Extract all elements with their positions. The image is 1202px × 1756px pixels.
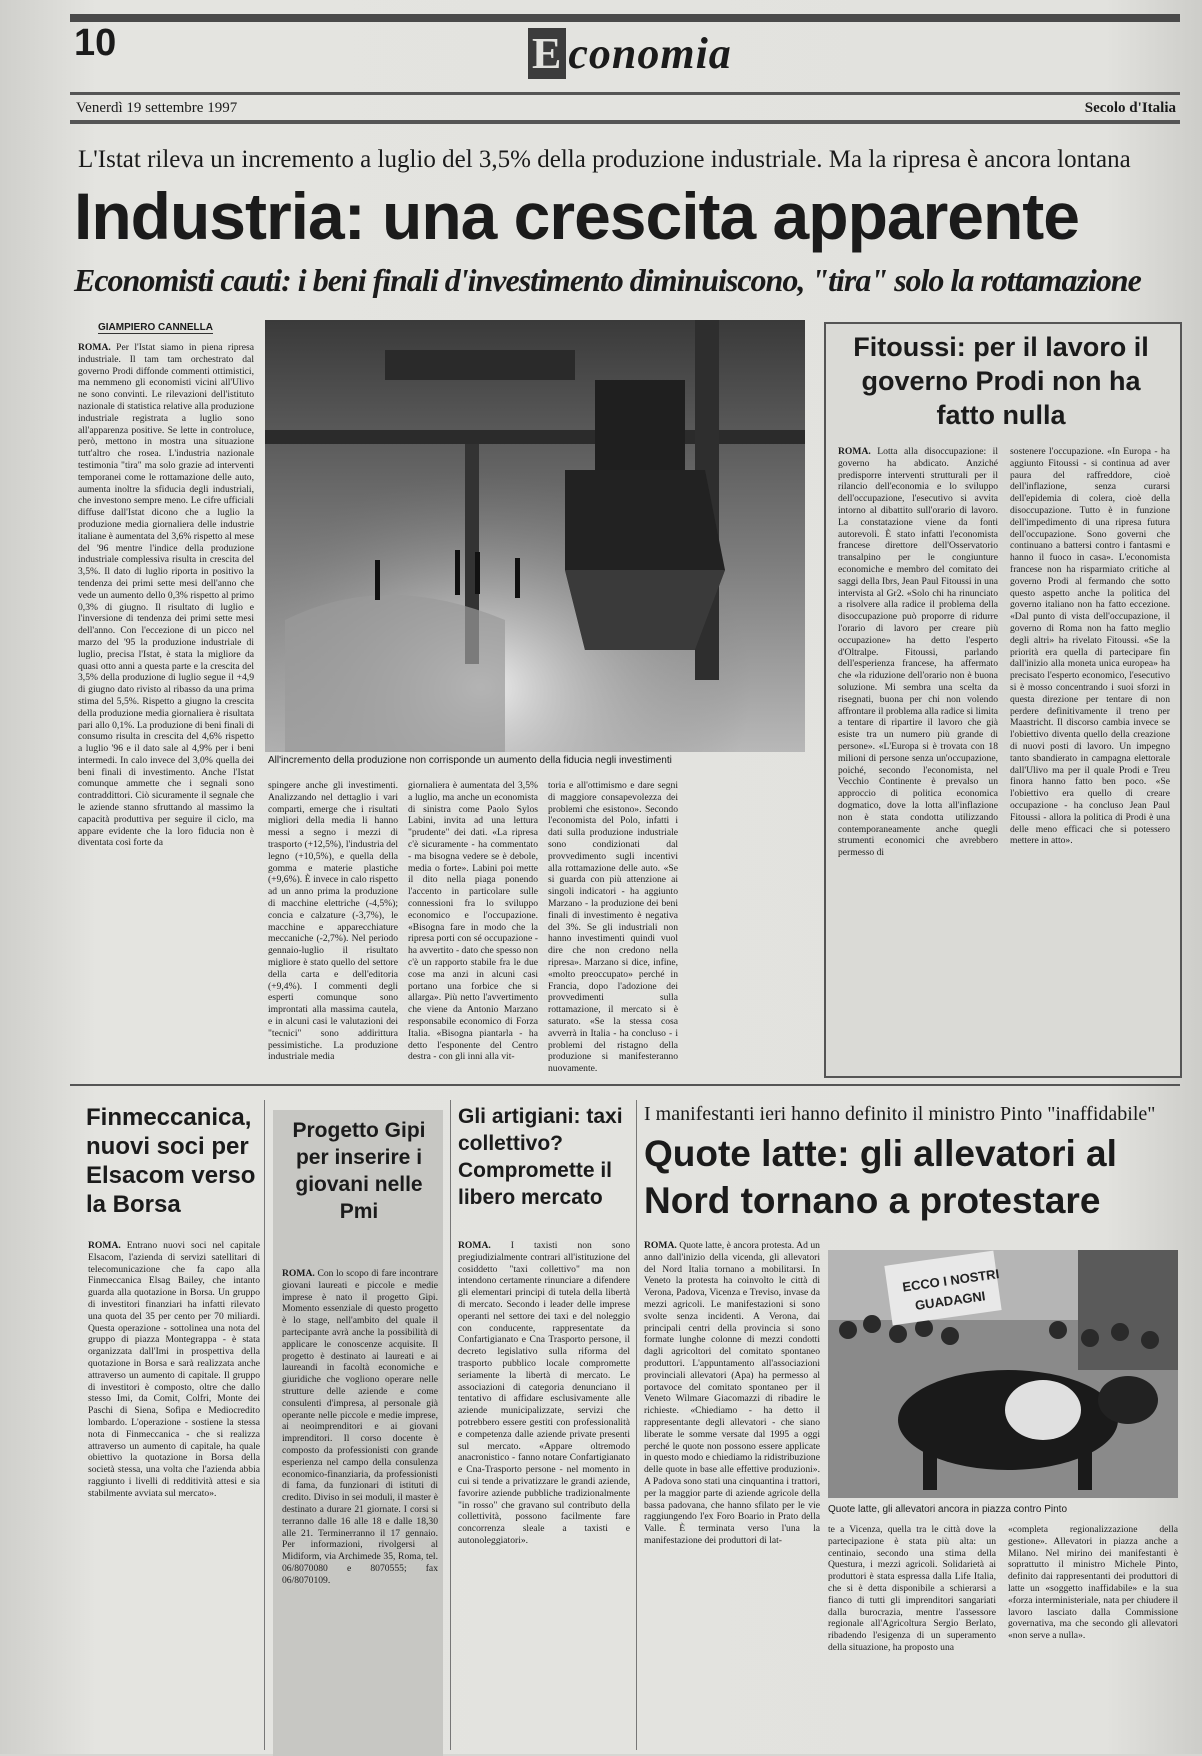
protest-illustration xyxy=(828,1250,1178,1498)
lead-column-2: spingere anche gli investimenti. Analizzando nel dettaglio i vari comparti, emerge che i risultati migliori della media li hanno messi a segno i mezzi di trasporto (+12,5%), l'industria del legno (+10,5%), e quella della gomma e materie plastiche (+9,6%). È invece in calo rispetto ad un anno prima la produzione di macchine elettriche (-4,5%); concia e calzature (-3,7%), le macchine e apparecchiature meccaniche (-2,7%). Nel periodo gennaio-luglio il risultato migliore è stato quello del settore della carta e dell'editoria (+9,4%). I commenti degli esperti comunque sono improntati alla massima cautela, e in alcuni casi le valutazioni dei "tecnici" sono addirittura pessimistiche. La produzione industriale media xyxy=(268,780,398,1063)
masthead: Secolo d'Italia xyxy=(1084,100,1176,116)
lead-headline: Industria: una crescita apparente xyxy=(74,179,1079,253)
lead-column-4: toria e all'ottimismo e dare segni di maggiore consapevolezza dei problemi che esistono». Secondo l'economista del Polo, infatti i dati sulla produzione industriale sono condizionati dal provvedimento sugli incentivi alla rottamazione delle auto. «Se si guarda con più attenzione ai singoli indicatori - ha aggiunto Marzano - la produzione dei beni finali di investimento è negativa del 3%. Se gli industriali non hanno investimenti quindi vuol dire che non credono nella ripresa». Marzano si dice, infine, «molto preoccupato» perché in Francia, dopo l'adozione dei provvedimenti sulla rottamazione, il mercato si è saturato. «Se la stessa cosa avverrà in Italia - ha concluso - i problemi del ristagno della produzione si manifesteranno nuovamente. xyxy=(548,780,678,1074)
quote-latte-headline: Quote latte: gli allevatori al Nord tornano a protestare xyxy=(644,1133,1117,1221)
byline: GIAMPIERO CANNELLA xyxy=(98,322,213,333)
banner-line-2: GUADAGNI xyxy=(914,1288,987,1313)
fitoussi-column-1 xyxy=(838,446,998,1066)
lead-column-5 xyxy=(688,780,808,1074)
dateline: ROMA. xyxy=(78,342,111,353)
fitoussi-headline: Fitoussi: per il lavoro il governo Prodi non ha fatto nulla xyxy=(853,332,1149,430)
finmeccanica-headline: Finmeccanica, nuovi soci per Elsacom verso la Borsa xyxy=(86,1104,256,1218)
section-rest: conomia xyxy=(568,29,732,78)
gipi-text: Con lo scopo di fare incontrare giovani laureati e piccole e medie imprese è nato il progetto Gipi. Momento essenziale di questo progetto è lo stage, nell'ambito del quale il partecipante avrà anche la possibilità di applicare le conoscenze acquisite. Il progetto è destinato ai laureati e ai laureandi in facoltà economiche e giuridiche che vogliono operare nelle strutture delle aziende e come consulenti d'impresa, al personale già operante nelle piccole e medie imprese, ai neoimprenditori e ai giovani imprenditori. Il corso docente è composto da professionisti con grande esperienza nel campo della consulenza economico-finanziaria, da professionisti di fama, da funzionari di istituti di credito. Diviso in sei moduli, il master è destinato a durare 21 giornate. I corsi si terranno dalle 16 alle 18 e dalle 18,30 alle 21. Terminerranno il 17 gennaio. Per informazioni, rivolgersi al Midiform, via Archimede 35, Roma, tel. 06/8070080 e 8070555; fax 06/8070109. xyxy=(282,1268,438,1586)
quote-latte-kicker: I manifestanti ieri hanno definito il ministro Pinto "inaffidabile" xyxy=(644,1103,1156,1125)
lead-photo-caption: All'incremento della produzione non corrisponde un aumento della fiducia negli investimenti xyxy=(268,755,672,766)
protest-photo-caption: Quote latte, gli allevatori ancora in piazza contro Pinto xyxy=(828,1504,1068,1515)
banner-line-1: ECCO I NOSTRI xyxy=(901,1266,1001,1295)
finmeccanica-body xyxy=(88,1240,260,1746)
lead-column-3: giornaliera è aumentata del 3,5% a luglio, ma anche un economista di sinistra come Paolo Sylos Labini, invita ad una lettura "prudente" dei dati. «La ripresa c'è sicuramente - ha commentato - ma bisogna vedere se è debole, media o forte». Labini poi mette il dito nella piaga ponendo l'accento in particolare sulle connessioni fra lo sviluppo economico e l'occupazione. «Bisogna fare in modo che la ripresa porti con sé occupazione - ha avvertito - dato che spesso non c'è un rapporto stabile fra le due cose ma anzi in alcuni casi portano una forbice che si allarga». Più netto l'avvertimento che viene da Antonio Marzano responsabile economico di Forza Italia. «Bisogna piantarla - ha detto l'esponente del Centro destra - con gli inni alla vit- xyxy=(408,780,538,1063)
quote-latte-column-2: te a Vicenza, quella tra le città dove la partecipazione è stata più alta: un centinaio, secondo una stima della Questura, i mezzi agricoli. Solidarietà ai produttori è stata espressa dalla Life Italia, che si è detta disponibile a schierarsi a fianco di tutti gli imprenditori sangariati dalla burocrazia, mentre l'assessore regionale all'Agricoltura Sergio Berlato, ribadendo l'esigenza di un superamento della situazione, ha proposto una xyxy=(828,1524,996,1653)
issue-date: Venerdì 19 settembre 1997 xyxy=(76,100,238,116)
section-title xyxy=(528,28,732,79)
gipi-body xyxy=(282,1268,438,1746)
quote-latte-column-3: «completa regionalizzazione della gestione». Allevatori in piazza anche a Milano. Nel mirino dei manifestanti è soprattutto il ministro Michele Pinto, definito dai rappresentanti dei produttori di latte un «soggetto inaffidabile» e la sua «forza interministeriale, nata per chiudere il lavoro lasciato dalla Commissione governativa, ma che secondo gli allevatori «non serve a nulla». xyxy=(1008,1524,1178,1642)
section-divider xyxy=(70,1084,1180,1086)
lead-column-1 xyxy=(78,342,254,1074)
lead-kicker: L'Istat rileva un incremento a luglio del 3,5% della produzione industriale. Ma la ripresa è ancora lontana xyxy=(78,146,1131,173)
finmeccanica-text: Entrano nuovi soci nel capitale Elsacom, l'azienda di servizi satellitari di telecomunicazione che fa capo alla Finmeccanica Elsag Bailey, che intanto guarda alla quotazione in Borsa. Un gruppo di investitori finanziari ha infatti rilevato una quota del 35 per cento per 70 miliardi. Questa operazione - sottolinea una nota del gruppo di piazza Montegrappa - è stata organizzata dall'Imi in prospettiva della quotazione in Borsa e sarà realizzata anche attraverso un aumento di capitale. Il gruppo di investitori è composto, oltre che dallo stesso Imi, da Comit, Colfri, Monte dei Paschi di Siena, Sofipa e Mediocredito lombardo. L'operazione - sostiene la stessa nota di Finmeccanica - che si realizza attraverso un aumento di capitale, ha quale obiettivo la quotazione in Borsa della società stessa, una volta che l'azienda abbia raggiunto i livelli di redditività attesi e sia stabilmente avviata sul mercato». xyxy=(88,1240,260,1499)
lead-subhead: Economisti cauti: i beni finali d'investimento diminuiscono, "tira" solo la rottamazione xyxy=(74,262,1141,298)
artigiani-headline: Gli artigiani: taxi collettivo? Compromette il libero mercato xyxy=(458,1105,623,1209)
artigiani-body xyxy=(458,1240,630,1746)
gipi-dateline: ROMA. xyxy=(282,1268,315,1279)
top-rule xyxy=(70,14,1180,22)
section-initial: E xyxy=(528,28,566,79)
quote-latte-dateline: ROMA. xyxy=(644,1240,677,1251)
column-rule xyxy=(450,1100,451,1750)
artigiani-dateline: ROMA. xyxy=(458,1240,491,1251)
furnace-illustration xyxy=(265,320,805,752)
gipi-headline: Progetto Gipi per inserire i giovani nelle Pmi xyxy=(292,1119,426,1223)
lead-column-1-text: Per l'Istat siamo in piena ripresa industriale. Il tam tam orchestrato dal governo Prodi diffonde commenti ottimistici, ma nemmeno gli economisti vicini all'Ulivo ne sono convinti. Le rilevazioni dell'istituto nazionale di statistica relative alla produzione industriale registrata a luglio sono all'apparenza positive. Se lette in controluce, però, mettono in mostra una situazione tutt'altro che rosea. L'industria nazionale testimonia "tira" ma solo grazie ad interventi temporanei come le rottamazione delle auto, aumenta inoltre la sfiducia degli industriali, che investono sempre meno. Le cifre ufficiali diffuse dall'Istat dicono che a luglio la produzione media giornaliera delle industrie italiane è aumentata del 3,6% rispetto al mese del '96 mentre l'indice della produzione industriale complessiva risulta in crescita del 3,5%. Il dato di luglio riporta in positivo la tendenza dei primi sette mesi dell'anno che vede un aumento dello 0,3% rispetto al primo 0,3% di giugno. Il risultato di luglio e l'inversione di tendenza dei primi sette mesi dell'anno. Con l'eccezione di un picco nel marzo del '95 la produzione industriale di luglio, precisa l'Istat, è stata la migliore da quasi otto anni a questa parte e la crescita del 3,5% della produzione di luglio segue il +4,9 di giugno dato rivisto al ribasso da una prima stima del 5,5%. Rispetto a giugno la crescita della produzione media giornaliera è risultata pari allo 0,1%. La produzione di beni finali di consumo risulta in crescita del 4,6% rispetto a luglio '96 e il dato sale al 4,9% per i beni intermedi. In calo invece del 3,0% quella dei beni finali di investimento. Anche l'Istat comunque ammette che i segnali sono contraddittori. Ciò sicuramente il segnale che le aziende stanno sfruttando al massimo la capacità produttiva per seguire il ciclo, ma appare evidente che la loro fiducia non è diventata così forte da xyxy=(78,342,254,849)
quote-latte-column-1-text: Quote latte, è ancora protesta. Ad un anno dall'inizio della vicenda, gli allevatori del Nord Italia tornano a mobilitarsi. In Veneto la protesta ha coinvolto le città di Verona, Padova, Vicenza e Treviso, invase da mezzi agricoli. Le manifestazioni si sono svolte senza incidenti. A Verona, dai principali centri della provincia si sono formate lunghe colonne di mezzi condotti dagli agricoltori del comitato spontaneo produttori. L'appuntamento all'associazioni provinciali allevatori (Apa) ha permesso al portavoce del comitato spontaneo per il Veneto Wilmare Giacomazzi di ribadire le richieste. «Chiediamo - ha detto il rappresentante degli allevatori - che siano liberate le somme versate dal 1995 a oggi perché le quote non possono essere applicate in questo modo e chiediamo la ridistribuzione delle quote in base alle effettive produzioni». A Padova sono stati una cinquantina i trattori, per la maggior parte di aziende agricole della bassa padovana, che hanno sfilato per le vie raggiungendo l'ex Foro Boario in Prato della Valle. È terminata verso l'una la manifestazione dei produttori di lat- xyxy=(644,1240,820,1546)
protest-photo xyxy=(828,1250,1178,1498)
finmeccanica-dateline: ROMA. xyxy=(88,1240,121,1251)
header-rule-bottom xyxy=(70,120,1180,124)
column-rule xyxy=(636,1100,637,1750)
fitoussi-column-2: sostenere l'occupazione. «In Europa - ha aggiunto Fitoussi - si continua ad aver paura del raffreddore, cioè dell'inflazione, senza curarsi dell'epidemia di colera, cioè della disoccupazione. Tutto è in funzione dell'impedimento di una ripresa futura dell'occupazione. Sono governi che continuano a battersi contro i fantasmi e hanno il fuoco in casa». L'economista francese non ha risparmiato critiche al governo Prodi al fermando che sotto questo aspetto anche la politica del governo italiano non ha fatto eccezione. «Dal punto di vista dell'occupazione, il governo di Roma non ha fatto meglio degli altri» ha rivelato Fitoussi. «Se la priorità era quella di partecipare fin dall'inizio alla moneta unica europea» ha precisato l'esperto economico, l'esecutivo si è mosso concentrando i suoi sforzi in questa direzione per tentare di non perdere definitivamente il treno per Maastricht. Il discorso cambia invece se l'obiettivo diventa quello della creazione di nuovi posti di lavoro. Un impegno tanto sbandierato in campagna elettorale dall'Ulivo ma per il quale Prodi e Treu finora hanno fatto ben poco. «Se l'obiettivo era quello di creare occupazione - ha concluso Jean Paul Fitoussi - allora la politica di Prodi è una delle meno efficaci che si potessero mettere in atto». xyxy=(1010,446,1170,847)
fitoussi-dateline: ROMA. xyxy=(838,446,871,457)
column-rule xyxy=(264,1100,265,1750)
page-number: 10 xyxy=(74,22,117,64)
fitoussi-column-1-text: Lotta alla disoccupazione: il governo ha abdicato. Anziché predisporre interventi strutturali per il rilancio dell'economia e lo sviluppo dell'occupazione, l'esecutivo si avvita intorno al dibattito sull'orario di lavoro. La constatazione viene da fonti autorevoli. È stato infatti l'economista francese direttore dell'Osservatorio transalpino per le congiunture economiche e membro del comitato dei saggi della Ibrs, Jean Paul Fitoussi in una intervista al Gr2. «Solo chi ha rinunciato a risolvere alla radice il problema della disoccupazione può proporre di ridurre l'orario di lavoro per creare più occupazione» ha detto l'esperto d'Oltralpe. Fitoussi, parlando dell'esperienza francese, ha affermato che «la riduzione dell'orario non è buona soluzione. Mi sembra una scelta da risegnati, buona per chi non volendo affrontare il problema alla radice si limita a tentare di ripartire il lavoro che già esiste tra un numero più grande di persone». «L'Europa si è trovata con 18 milioni di persone senza un'occupazione, poiché, secondo l'economista, nel Vecchio Continente è prevalso un approccio di politica economica dogmatico, dove la lotta all'inflazione non è stata condotta utilizzando contemporaneamente anche quegli strumenti economici che avrebbero permesso di xyxy=(838,446,998,859)
industrial-photo xyxy=(265,320,805,752)
quote-latte-column-1 xyxy=(644,1240,820,1746)
artigiani-text: I taxisti non sono pregiudizialmente contrari all'istituzione del cosiddetto "taxi collettivo" ma non intendono certamente rinunciare a difendere gli elementari principi di tutela della libertà di mercato. Secondo i leader delle imprese operanti nel settore dei taxi e del noleggio con conducente, rappresentate da Confartigianato e Cna Trasporto persone, il decreto legislativo sulla riforma del trasporto pubblico locale compromette seriamente la libertà di mercato. Le associazioni di categoria denunciano il tentativo di affidare esclusivamente alle aziende municipalizzate, servizi che potrebbero essere gestiti con professionalità e competenza dalle aziende private presenti sul mercato. «Appare oltremodo anacronistico - fanno notare Confartigianato e Cna-Trasporto persone - nel momento in cui si tende a privatizzare le grandi aziende, favorire aziende pubbliche tradizionalmente "in rosso" che gravano sul contributo della collettività, possono facilmente fare concorrenza sleale a taxisti e autonoleggiatori». xyxy=(458,1240,630,1546)
header-rule xyxy=(70,92,1180,95)
